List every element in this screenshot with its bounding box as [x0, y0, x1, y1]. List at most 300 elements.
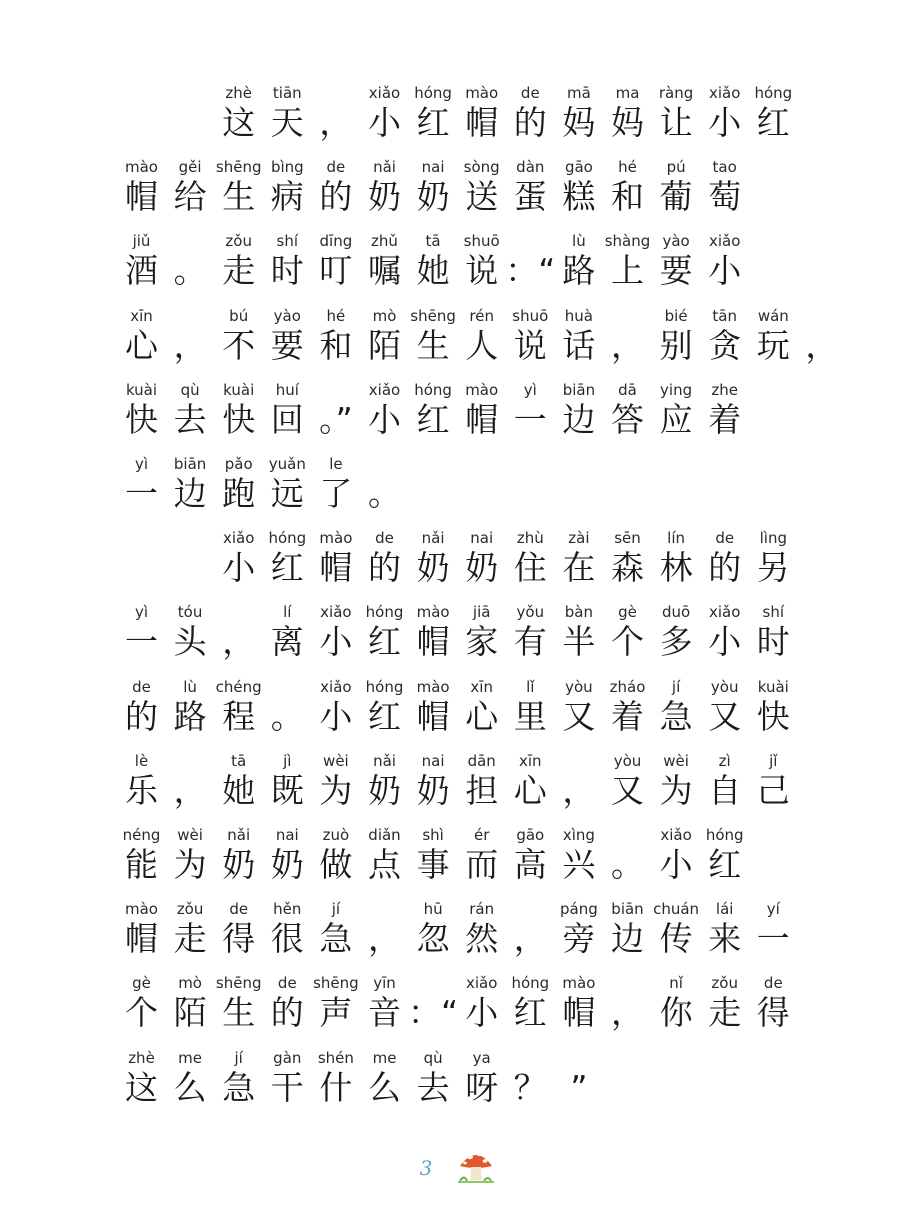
hanzi: ？: [513, 1067, 547, 1107]
pinyin: sòng: [463, 158, 500, 177]
character-cell: [310, 824, 361, 884]
character-cell: [553, 676, 604, 736]
hanzi: 叮: [319, 251, 353, 291]
pinyin: xìng: [562, 826, 595, 844]
hanzi: 。: [368, 474, 401, 513]
character-cell: [748, 305, 799, 365]
pinyin: yào: [273, 306, 301, 325]
hanzi: 奶: [416, 770, 450, 810]
pinyin: xiǎo: [320, 603, 352, 622]
hanzi: 小: [222, 548, 256, 588]
hanzi: 生: [416, 325, 450, 365]
pinyin: jiǔ: [132, 232, 151, 251]
hanzi: 红: [368, 622, 401, 662]
hanzi: 呀: [465, 1067, 499, 1107]
character-cell: [699, 82, 750, 142]
character-cell: [213, 305, 264, 365]
pinyin: zǒu: [225, 232, 252, 251]
character-cell: [262, 156, 313, 216]
pinyin: hóng: [365, 603, 404, 622]
character-cell: [213, 527, 264, 587]
hanzi: 的: [513, 103, 547, 142]
pinyin: xīn: [470, 677, 493, 696]
pinyin: mò: [178, 974, 202, 993]
pinyin: jǐ: [769, 751, 778, 770]
character-cell: [116, 305, 167, 365]
hanzi: 远: [270, 474, 304, 513]
character-cell: [116, 750, 167, 810]
character-cell: [165, 824, 216, 884]
pinyin: qù: [180, 380, 200, 399]
hanzi: 小: [368, 103, 401, 142]
pinyin: me: [372, 1048, 397, 1067]
pinyin: de: [277, 974, 297, 993]
character-cell: [310, 453, 361, 513]
hanzi: 送: [465, 177, 499, 217]
hanzi: 要: [659, 251, 693, 291]
character-cell: [408, 972, 459, 1032]
pinyin: bié: [664, 306, 688, 325]
page-number: 3: [419, 1156, 433, 1180]
character-cell: [699, 305, 750, 365]
hanzi: 心: [465, 696, 499, 736]
character-cell: [165, 305, 216, 365]
character-cell: [262, 453, 313, 513]
hanzi: 兴: [562, 845, 596, 884]
character-cell: [213, 898, 264, 958]
character-cell: [116, 453, 167, 513]
character-cell: [310, 1047, 361, 1107]
character-cell: [699, 824, 750, 884]
pinyin: tao: [712, 158, 737, 177]
pinyin: lái: [715, 900, 734, 919]
hanzi: 能: [125, 845, 158, 884]
pinyin: shēng: [215, 974, 262, 993]
character-cell: [553, 230, 604, 290]
hanzi: 路: [173, 696, 207, 736]
pinyin: yào: [662, 232, 690, 251]
pinyin: zuò: [322, 826, 350, 844]
hanzi: 既: [270, 770, 304, 810]
hanzi: 乐: [125, 770, 158, 810]
hanzi: 别: [659, 325, 693, 365]
hanzi: 跑: [222, 474, 256, 513]
hanzi: 帽: [125, 919, 158, 959]
hanzi: 你: [659, 993, 693, 1033]
character-cell: [456, 972, 507, 1032]
character-cell: [310, 82, 361, 142]
character-cell: [456, 230, 507, 290]
hanzi: 应: [659, 399, 693, 439]
pinyin: rán: [469, 900, 495, 919]
pinyin: biān: [611, 900, 644, 919]
hanzi: 一: [125, 474, 158, 513]
hanzi: ，: [805, 325, 839, 365]
character-cell: [310, 230, 361, 290]
hanzi: 酒: [125, 251, 158, 291]
pinyin: yí: [766, 900, 780, 919]
character-cell: [359, 156, 410, 216]
character-cell: [651, 824, 702, 884]
character-cell: [116, 676, 167, 736]
character-cell: [213, 1047, 264, 1107]
character-cell: [165, 972, 216, 1032]
character-cell: [262, 824, 313, 884]
character-cell: [165, 676, 216, 736]
hanzi: 和: [611, 177, 644, 217]
hanzi: ，: [611, 325, 644, 365]
hanzi: 小: [319, 622, 353, 662]
character-cell: [310, 379, 361, 439]
character-cell: [213, 601, 264, 661]
hanzi: 时: [756, 622, 790, 662]
pinyin: jí: [331, 900, 341, 919]
hanzi: 得: [756, 993, 790, 1033]
pinyin: hóng: [268, 529, 307, 548]
character-cell: [456, 379, 507, 439]
character-cell: [165, 601, 216, 661]
character-cell: [310, 898, 361, 958]
character-cell: [310, 527, 361, 587]
hanzi: 让: [659, 103, 693, 142]
pinyin: mào: [416, 603, 450, 622]
hanzi: 个: [611, 622, 644, 662]
hanzi: 妈: [562, 103, 596, 142]
character-cell: [116, 379, 167, 439]
character-cell: [699, 527, 750, 587]
pinyin: zhǔ: [371, 232, 398, 251]
character-cell: [213, 230, 264, 290]
hanzi: ：“: [505, 251, 556, 291]
pinyin: le: [329, 455, 343, 473]
hanzi: 玩: [756, 325, 790, 365]
character-cell: [408, 601, 459, 661]
pinyin: zháo: [609, 677, 646, 696]
character-cell: [651, 82, 702, 142]
hanzi: 然: [465, 919, 499, 959]
pinyin: zǒu: [711, 974, 738, 993]
character-cell: [310, 156, 361, 216]
character-cell: [602, 601, 653, 661]
character-cell: [553, 82, 604, 142]
hanzi: 陌: [173, 993, 207, 1033]
hanzi: 的: [125, 696, 158, 736]
character-cell: [553, 750, 604, 810]
character-cell: [553, 972, 604, 1032]
hanzi: 传: [659, 919, 693, 959]
pinyin: gāo: [516, 826, 545, 844]
hanzi: ，: [562, 770, 596, 810]
pinyin: de: [132, 677, 151, 696]
hanzi: 帽: [465, 103, 499, 142]
pinyin: biān: [173, 455, 207, 473]
character-cell: [553, 305, 604, 365]
hanzi: 给: [173, 177, 207, 217]
pinyin: de: [763, 974, 783, 993]
hanzi: 妈: [611, 103, 644, 142]
character-cell: [262, 1047, 313, 1107]
character-cell: [310, 601, 361, 661]
pinyin: me: [178, 1048, 203, 1067]
character-cell: [359, 601, 410, 661]
character-cell: [359, 824, 410, 884]
character-cell: [165, 230, 216, 290]
pinyin: lìng: [759, 529, 787, 548]
character-cell: [699, 379, 750, 439]
hanzi: ，: [611, 993, 644, 1033]
hanzi: 点: [368, 845, 401, 884]
hanzi: 另: [756, 548, 790, 588]
pinyin: de: [715, 529, 735, 548]
hanzi: ，: [368, 919, 401, 959]
character-cell: [505, 601, 556, 661]
hanzi: 己: [756, 770, 790, 810]
hanzi: 在: [562, 548, 596, 588]
pinyin: nai: [470, 529, 494, 548]
pinyin: ma: [615, 84, 640, 102]
character-cell: [359, 230, 410, 290]
hanzi: 自: [708, 770, 742, 810]
character-cell: [456, 676, 507, 736]
character-cell: [456, 527, 507, 587]
hanzi: 帽: [416, 696, 450, 736]
character-cell: [456, 898, 507, 958]
pinyin: nǎi: [373, 751, 396, 770]
pinyin: shì: [422, 826, 444, 844]
character-cell: [408, 676, 459, 736]
pinyin: huà: [564, 306, 593, 325]
hanzi: 有: [513, 622, 547, 662]
hanzi: ：“: [408, 993, 459, 1033]
character-cell: [553, 824, 604, 884]
hanzi: 小: [319, 696, 353, 736]
hanzi: 住: [513, 548, 547, 588]
pinyin: wán: [757, 306, 789, 325]
hanzi: 小: [708, 622, 742, 662]
hanzi: 心: [513, 770, 547, 810]
character-cell: [408, 305, 459, 365]
hanzi: 要: [270, 325, 304, 365]
character-cell: [553, 527, 604, 587]
character-cell: [213, 824, 264, 884]
hanzi: 红: [270, 548, 304, 588]
pinyin: huí: [275, 380, 299, 399]
hanzi: 了: [319, 474, 353, 513]
pinyin: bú: [229, 306, 249, 325]
hanzi: 这: [125, 1067, 158, 1107]
hanzi: 红: [416, 103, 450, 142]
hanzi: 萄: [708, 177, 742, 217]
pinyin: yòu: [565, 677, 593, 696]
character-cell: [408, 1047, 459, 1107]
pinyin: sēn: [614, 529, 641, 548]
character-cell: [116, 1047, 167, 1107]
hanzi: 答: [611, 399, 644, 439]
pinyin: nǎi: [227, 826, 251, 844]
pinyin: yì: [523, 380, 537, 399]
hanzi: 奶: [416, 177, 450, 217]
hanzi: 很: [270, 919, 304, 959]
pinyin: hóng: [414, 380, 452, 399]
pinyin: xiǎo: [708, 603, 741, 622]
pinyin: xīn: [519, 751, 542, 770]
pinyin: yòu: [613, 751, 642, 770]
hanzi: 她: [222, 770, 256, 810]
hanzi: 急: [659, 696, 693, 736]
hanzi: 上: [611, 251, 644, 291]
character-cell: [505, 156, 556, 216]
hanzi: ”: [570, 1067, 588, 1107]
hanzi: 为: [659, 770, 693, 810]
character-cell: [262, 898, 313, 958]
pinyin: xiǎo: [368, 84, 401, 102]
character-cell: [505, 230, 556, 290]
hanzi: 奶: [368, 770, 401, 810]
pinyin: hěn: [273, 900, 302, 919]
pinyin: shén: [317, 1048, 354, 1067]
character-cell: [553, 156, 604, 216]
character-cell: [262, 527, 313, 587]
pinyin: tān: [712, 306, 737, 325]
hanzi: 离: [270, 622, 304, 662]
character-cell: [651, 750, 702, 810]
hanzi: 奶: [416, 548, 450, 588]
character-cell: [359, 1047, 410, 1107]
character-cell: [699, 230, 750, 290]
pinyin: xiǎo: [660, 826, 692, 844]
character-cell: [699, 972, 750, 1032]
pinyin: yīn: [373, 974, 396, 993]
character-cell: [116, 601, 167, 661]
pinyin: hóng: [754, 84, 793, 102]
hanzi: 音: [368, 993, 401, 1033]
hanzi: ，: [222, 622, 256, 662]
character-cell: [359, 972, 410, 1032]
pinyin: xiǎo: [708, 84, 741, 102]
hanzi: 森: [611, 548, 644, 588]
pinyin: xiǎo: [465, 974, 498, 993]
hanzi: 担: [465, 770, 499, 810]
pinyin: mào: [465, 84, 499, 102]
hanzi: 奶: [222, 845, 256, 884]
character-cell: [456, 305, 507, 365]
pinyin: ér: [473, 826, 490, 844]
pinyin: pǎo: [224, 455, 253, 473]
pinyin: wèi: [177, 826, 203, 844]
character-cell: [651, 676, 702, 736]
character-cell: [602, 676, 653, 736]
hanzi: 一: [513, 399, 547, 439]
pinyin: lè: [134, 751, 149, 770]
pinyin: xīn: [130, 306, 153, 325]
character-cell: [165, 453, 216, 513]
hanzi: 说: [513, 325, 547, 365]
character-cell: [262, 379, 313, 439]
character-cell: [699, 676, 750, 736]
hanzi: 声: [319, 993, 353, 1033]
character-cell: [456, 601, 507, 661]
pinyin: gè: [132, 974, 151, 993]
pinyin: de: [520, 84, 540, 102]
pinyin: zǒu: [176, 900, 204, 919]
hanzi: 快: [756, 696, 790, 736]
character-cell: [213, 453, 264, 513]
character-cell: [651, 527, 702, 587]
character-cell: [359, 676, 410, 736]
pinyin: zhè: [225, 84, 252, 102]
character-cell: [116, 230, 167, 290]
hanzi: 人: [465, 325, 499, 365]
hanzi: 程: [222, 696, 256, 736]
pinyin: de: [229, 900, 249, 919]
character-cell: [116, 156, 167, 216]
character-cell: [505, 82, 556, 142]
character-cell: [602, 156, 653, 216]
hanzi: 走: [708, 993, 742, 1033]
character-cell: [602, 230, 653, 290]
character-cell: [408, 379, 459, 439]
pinyin: bìng: [270, 158, 304, 177]
character-cell: [213, 82, 264, 142]
character-cell: [359, 82, 410, 142]
character-cell: [408, 898, 459, 958]
character-cell: [699, 156, 750, 216]
hanzi: 一: [756, 919, 790, 959]
hanzi: 一: [125, 622, 158, 662]
character-cell: [748, 676, 799, 736]
pinyin: gěi: [178, 158, 202, 177]
pinyin: qù: [423, 1048, 443, 1067]
hanzi: 和: [319, 325, 353, 365]
character-cell: [359, 750, 410, 810]
hanzi: 又: [611, 770, 644, 810]
pinyin: gè: [618, 603, 637, 622]
character-cell: [748, 601, 799, 661]
character-cell: [310, 305, 361, 365]
pinyin: wèi: [323, 751, 349, 770]
hanzi: 里: [513, 696, 547, 736]
character-cell: [699, 898, 750, 958]
hanzi: 快: [125, 399, 158, 439]
character-cell: [505, 379, 556, 439]
pinyin: lù: [572, 232, 586, 251]
hanzi: 多: [659, 622, 693, 662]
pinyin: yì: [134, 455, 149, 473]
hanzi: 奶: [465, 548, 499, 588]
hanzi: 么: [173, 1067, 207, 1107]
pinyin: hóng: [705, 826, 744, 844]
character-cell: [408, 750, 459, 810]
hanzi: 么: [368, 1067, 401, 1107]
character-cell: [602, 305, 653, 365]
character-cell: [651, 230, 702, 290]
hanzi: 个: [125, 993, 158, 1033]
hanzi: 走: [173, 919, 207, 959]
character-cell: [262, 601, 313, 661]
hanzi: 为: [173, 845, 207, 884]
character-cell: [602, 898, 653, 958]
hanzi: 着: [708, 399, 742, 439]
pinyin: biān: [562, 380, 596, 399]
pinyin: nai: [275, 826, 299, 844]
hanzi: 去: [173, 399, 207, 439]
pinyin: chéng: [215, 677, 262, 696]
character-cell: [748, 527, 799, 587]
hanzi: 贪: [708, 325, 742, 365]
character-cell: [651, 156, 702, 216]
pinyin: yòu: [710, 677, 739, 696]
character-cell: [456, 1047, 507, 1107]
